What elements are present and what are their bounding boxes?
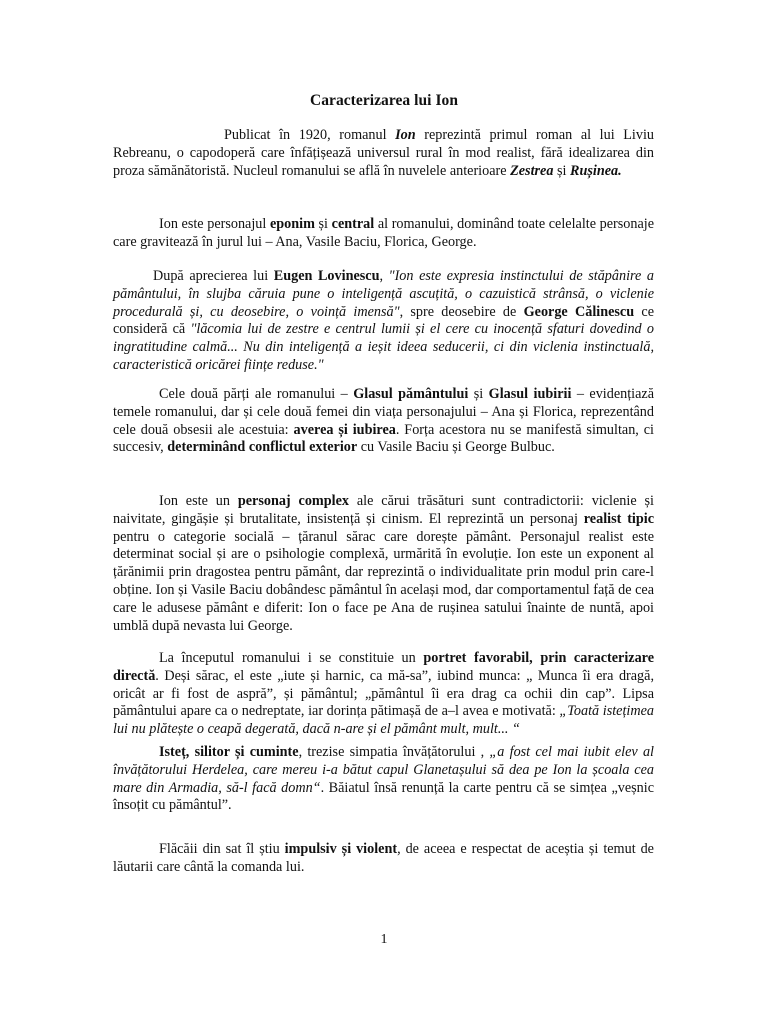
text-run: eponim: [269, 216, 315, 232]
text-run: După aprecierea lui: [153, 268, 274, 284]
text-run: Rușinea.: [570, 162, 622, 179]
page-number: 1: [380, 932, 388, 947]
text-run: determinând conflictul exterior: [167, 439, 358, 456]
text-run: ,: [379, 268, 389, 284]
text-run: . Băiatul însă renunță la carte pentru că se simțea „veșnic însoțit cu pământul”.: [113, 779, 654, 814]
text-run: Zestrea: [510, 162, 554, 179]
text-run: George Călinescu: [523, 303, 635, 320]
text-run: "lăcomia lui de zestre e centrul lumii și el cere cu inocență sfaturi dovedind o ingratitudine calmă... Nu din inteligență a ieșit ideea seducerii, ci din viclenia instinctuală, caracteristică oricărei ființe reduse.": [113, 321, 654, 373]
text-run: La începutul romanului i se constituie un: [159, 650, 424, 666]
document-title: Caracterizarea lui Ion: [309, 92, 459, 109]
text-run: Glasul pământului: [353, 386, 469, 402]
text-run: personaj complex: [237, 493, 349, 509]
text-run: Eugen Lovinescu: [273, 268, 380, 284]
text-run: "Ion este expresia instinctului de stăpânire a pământului, în slujba căruia pune o inteligență ascuțită, o cazuistică strânsă, o viclenie procedurală și, cu deosebire, o voință imensă": [113, 268, 654, 320]
text-run: Ion este personajul: [159, 216, 270, 232]
text-run: pentru o categorie socială – țăranul sărac care dorește pământ. Personajul realist este determinat social și are o psihologie complexă, urmărită în evoluție. Ion este un exponent al țărănimii prin dragostea pentru pământ, dar reprezintă o individualitate prin modul prin care-l obține. Ion și Vasile Baciu dobândesc pământul în același mod, dar comportamentul față de cea care le adusese pământ e diferit: Ion o face pe Ana de rușinea satului înainte de nuntă, apoi umblă după nevasta lui George.: [113, 528, 654, 634]
text-run: Ion: [395, 127, 416, 143]
paragraph-school: [113, 744, 654, 815]
text-run: central: [331, 216, 375, 232]
paragraph-two-parts: [113, 386, 654, 457]
text-run: și: [314, 216, 332, 232]
text-run: reprezintă primul roman al lui Liviu Rebreanu, o capodoperă care înfățișează universul rural în mod realist, fără idealizarea din proza sămănătoristă. Nucleul romanului se află în nuvelele anterioare: [113, 127, 654, 179]
text-run: Flăcăii din sat îl știu: [159, 841, 285, 857]
text-run: Publicat în 1920, romanul: [224, 127, 396, 143]
text-run: al romanului, dominând toate celelalte personaje care gravitează în jurul lui – Ana, Vasile Baciu, Florica, George.: [113, 216, 654, 250]
text-run: Ion este un: [159, 493, 238, 509]
text-run: Cele două părți ale romanului –: [159, 386, 354, 402]
text-run: Glasul iubirii: [488, 386, 572, 402]
text-run: ale cărui trăsături sunt contradictorii: viclenie și naivitate, gingășie și brutalitate, insistență și cinism. El reprezintă un personaj: [113, 493, 654, 527]
paragraph-complex-character: [113, 493, 654, 635]
text-run: realist tipic: [583, 510, 654, 527]
text-run: . Deși sărac, el este „iute și harnic, ca mă-sa”, iubind munca: „ Munca îi era dragă, oricât ar fi fost de aspră”, și pământul; „pământul îi era drag ca ochii din cap”. Lipsa pământului apare ca o nedreptate, iar dorința pătimașă de a–l avea e motivată:: [113, 667, 654, 720]
text-run: , de aceea e respectat de aceștia și temut de lăutarii care cântă la comanda lui.: [113, 841, 654, 875]
text-run: , spre deosebire de: [399, 303, 524, 320]
text-run: cu Vasile Baciu și George Bulbuc.: [357, 439, 555, 456]
text-run: „a fost cel mai iubit elev al învățătorului Herdelea, care mereu i-a bătut capul Glanetașului să dea pe Ion la școala cea mare din Armadia, să-l facă domn“: [113, 744, 654, 796]
text-run: Isteț, silitor și cuminte: [159, 744, 299, 760]
text-run: impulsiv și violent: [284, 841, 398, 857]
text-run: . Forța acestora nu se manifestă simultan, ci succesiv,: [113, 421, 654, 456]
text-run: averea și iubirea: [293, 421, 396, 438]
paragraph-intro: [113, 127, 654, 180]
text-run: ce consideră că: [113, 303, 654, 338]
text-run: – evidențiază temele romanului, dar și cele două femei din viața personajului – Ana și Florica, reprezentând cele două obsesii ale acestuia:: [113, 386, 654, 438]
text-run: , trezise simpatia învățătorului ,: [298, 744, 490, 760]
paragraph-eponim: [113, 216, 654, 252]
text-run: și: [468, 386, 489, 402]
text-run: portret favorabil, prin caracterizare directă: [113, 650, 654, 684]
paragraph-violent: [113, 841, 654, 877]
text-run: „Toată istețimea lui nu plătește o ceapă degerată, dacă n-are și el pământ mult, mult... “: [113, 703, 654, 738]
paragraph-critics: [113, 268, 654, 375]
paragraph-direct-portrait: [113, 650, 654, 739]
text-run: și: [553, 162, 570, 179]
